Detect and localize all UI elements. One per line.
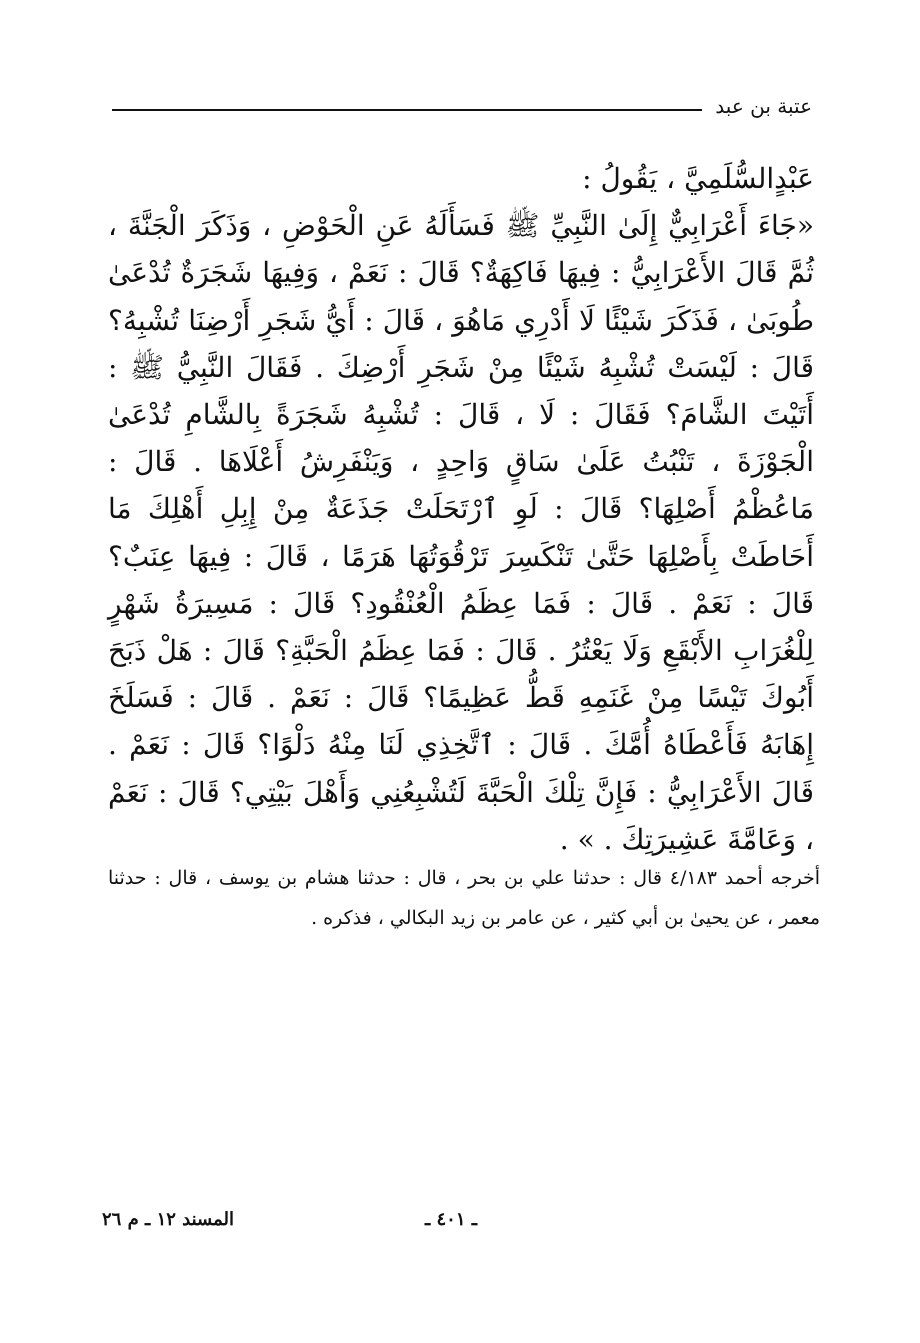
header-rule: [112, 109, 702, 111]
running-header: [112, 93, 812, 123]
hadith-text-block: [108, 155, 814, 863]
hadith-body: «جَاءَ أَعْرَابِيٌّ إِلَىٰ النَّبِيِّ ﷺ فَسَأَلَهُ عَنِ الْحَوْضِ ، وَذَكَرَ الْجَنَّةَ ، ثُمَّ قَالَ الأَعْرَابِيُّ : فِيهَا فَاكِهَةٌ؟ قَالَ : نَعَمْ ، وَفِيهَا شَجَرَةٌ تُدْعَىٰ طُوبَىٰ ، فَذَكَرَ شَيْئًا لَا أَدْرِي مَاهُوَ ، قَالَ : أَيُّ شَجَرِ أَرْضِنَا تُشْبِهُ؟ قَالَ : لَيْسَتْ تُشْبِهُ شَيْئًا مِنْ شَجَرِ أَرْضِكَ . فَقَالَ النَّبِيُّ ﷺ : أَتَيْتَ الشَّامَ؟ فَقَالَ : لَا ، قَالَ : تُشْبِهُ شَجَرَةً بِالشَّامِ تُدْعَىٰ الْجَوْزَةَ ، تَنْبُتُ عَلَىٰ سَاقٍ وَاحِدٍ ، وَيَنْفَرِشُ أَعْلَاهَا . قَالَ : مَاعُظْمُ أَصْلِهَا؟ قَالَ : لَوِ ٱرْتَحَلَتْ جَذَعَةٌ مِنْ إِبِلِ أَهْلِكَ مَا أَحَاطَتْ بِأَصْلِهَا حَتَّىٰ تَنْكَسِرَ تَرْقُوَتُهَا هَرَمًا ، قَالَ : فِيهَا عِنَبٌ؟ قَالَ : نَعَمْ . قَالَ : فَمَا عِظَمُ الْعُنْقُودِ؟ قَالَ : مَسِيرَةُ شَهْرٍ لِلْغُرَابِ الأَبْقَعِ وَلَا يَعْتُرُ . قَالَ : فَمَا عِظَمُ الْحَبَّةِ؟ قَالَ : هَلْ ذَبَحَ أَبُوكَ تَيْسًا مِنْ غَنَمِهِ قَطُّ عَظِيمًا؟ قَالَ : نَعَمْ . قَالَ : فَسَلَخَ إِهَابَهُ فَأَعْطَاهُ أُمَّكَ . قَالَ : ٱتَّخِذِي لَنَا مِنْهُ دَلْوًا؟ قَالَ : نَعَمْ . قَالَ الأَعْرَابِيُّ : فَإِنَّ تِلْكَ الْحَبَّةَ لَتُشْبِعُنِي وَأَهْلَ بَيْتِي؟ قَالَ : نَعَمْ ، وَعَامَّةَ عَشِيرَتِكَ . » .: [108, 209, 814, 856]
narrator-lead: عَبْدٍالسُّلَمِيَّ ، يَقُولُ :: [582, 162, 814, 195]
page-number: ـ ٤٠١ ـ: [424, 1209, 478, 1230]
page-footer: [90, 1208, 812, 1238]
running-title: عتبة بن عبد: [715, 94, 812, 118]
takhrij-text: أخرجه أحمد ٤/١٨٣ قال : حدثنا علي بن بحر ، قال : حدثنا هشام بن يوسف ، قال : حدثنا معمر ، عن يحيىٰ بن أبي كثير ، عن عامر بن زيد البكالي ، فذكره .: [108, 867, 821, 929]
takhrij-note: [108, 858, 820, 938]
printer-signature: المسند ١٢ ـ م ٢٦: [102, 1209, 235, 1230]
